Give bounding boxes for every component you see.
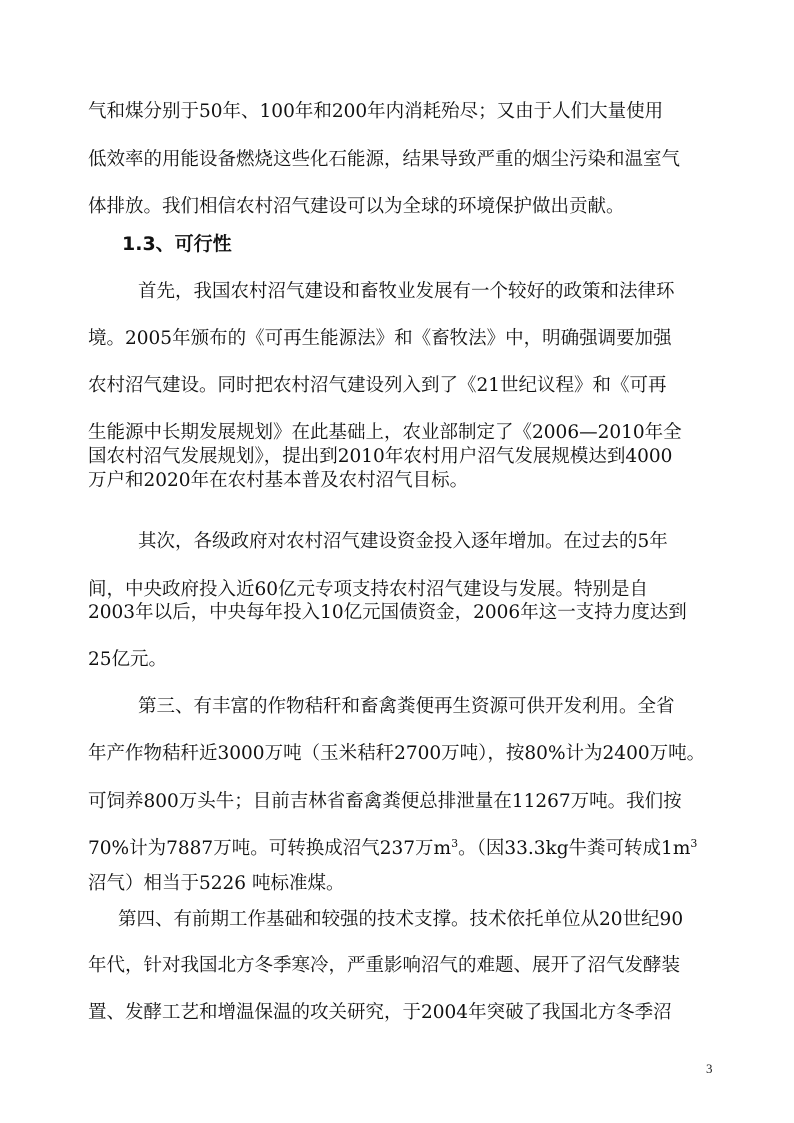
- paragraph-line: 第四、有前期工作基础和较强的技术支撑。技术依托单位从20世纪90: [118, 909, 684, 930]
- section-heading: 1.3、可行性: [122, 233, 232, 255]
- paragraph-line: 年产作物秸秆近3000万吨（玉米秸秆2700万吨），按80%计为2400万吨。: [88, 743, 706, 764]
- paragraph-line: [88, 836, 698, 859]
- text-fragment: 。（因33.3kg牛粪可转成1m: [458, 838, 691, 859]
- paragraph-line: 沼气）相当于5226 吨标准煤。: [88, 873, 345, 894]
- paragraph-line: 低效率的用能设备燃烧这些化石能源，结果导致严重的烟尘污染和温室气: [88, 149, 681, 170]
- paragraph-line: 体排放。我们相信农村沼气建设可以为全球的环境保护做出贡献。: [88, 196, 625, 217]
- paragraph-line: 第三、有丰富的作物秸秆和畜禽粪便再生资源可供开发利用。全省: [138, 696, 675, 717]
- paragraph-line: 气和煤分别于50年、100年和200年内消耗殆尽；又由于人们大量使用: [88, 101, 664, 122]
- paragraph-line: 其次，各级政府对农村沼气建设资金投入逐年增加。在过去的5年: [138, 531, 668, 552]
- paragraph-line: 置、发酵工艺和增温保温的攻关研究，于2004年突破了我国北方冬季沼: [88, 1002, 672, 1023]
- paragraph-line: 境。2005年颁布的《可再生能源法》和《畜牧法》中，明确强调要加强: [88, 328, 672, 349]
- paragraph-line: 间，中央政府投入近60亿元专项支持农村沼气建设与发展。特别是自: [88, 579, 649, 600]
- paragraph-line: 25亿元。: [88, 649, 168, 670]
- page-number: 3: [706, 1061, 713, 1076]
- paragraph-line: 年代，针对我国北方冬季寒冷，严重影响沼气的难题、展开了沼气发酵装: [88, 955, 681, 976]
- paragraph-line: 可饲养800万头牛；目前吉林省畜禽粪便总排泄量在11267万吨。我们按: [88, 791, 682, 812]
- paragraph-line: 首先，我国农村沼气建设和畜牧业发展有一个较好的政策和法律环: [138, 281, 675, 302]
- paragraph-line: 国农村沼气发展规划》，提出到2010年农村用户沼气发展规模达到4000: [88, 446, 673, 467]
- paragraph-line: 生能源中长期发展规划》在此基础上，农业部制定了《2006—2010年全: [88, 422, 682, 443]
- text-fragment: 70%计为7887万吨。可转换成沼气237万m: [88, 838, 452, 859]
- superscript: 3: [451, 836, 459, 850]
- paragraph-line: 万户和2020年在农村基本普及农村沼气目标。: [88, 470, 469, 491]
- paragraph-line: 农村沼气建设。同时把农村沼气建设列入到了《21世纪议程》和《可再: [88, 375, 667, 396]
- paragraph-line: 2003年以后，中央每年投入10亿元国债资金，2006年这一支持力度达到: [88, 602, 687, 623]
- superscript: 3: [690, 836, 698, 850]
